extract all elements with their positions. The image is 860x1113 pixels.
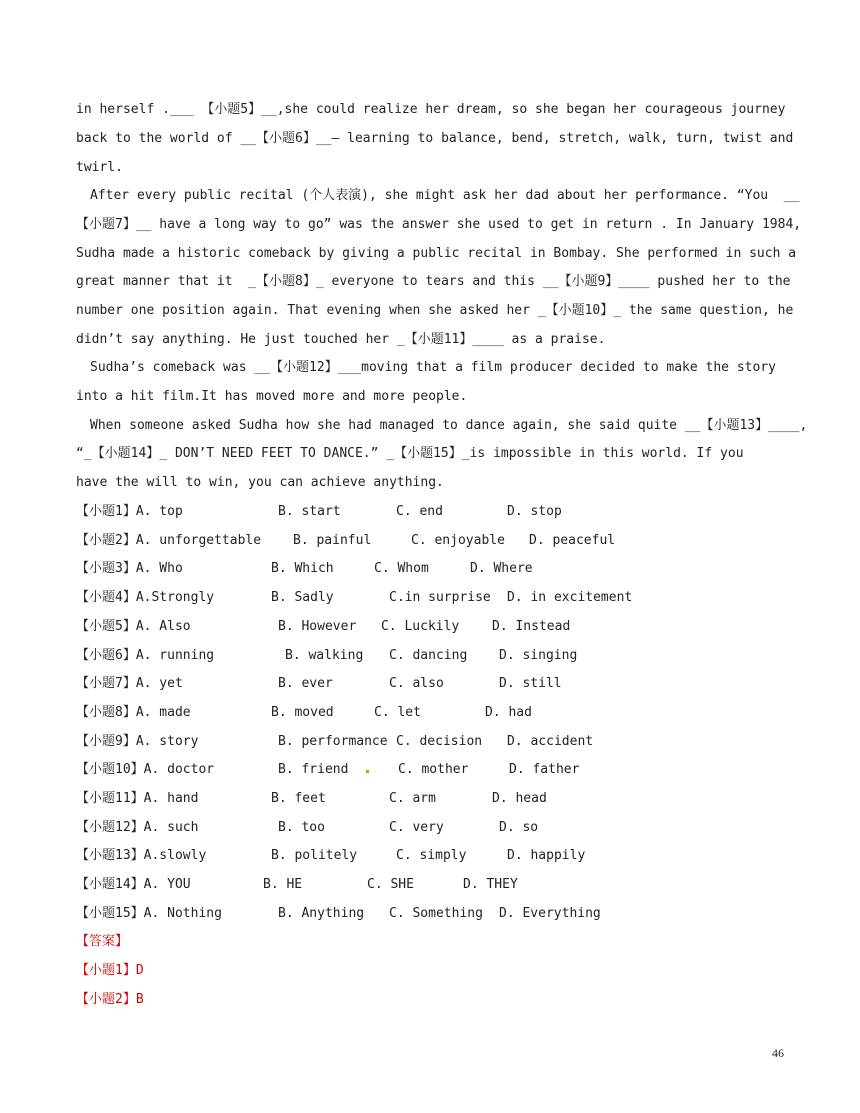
option-b: B. Anything bbox=[278, 906, 365, 921]
option-a: 【小题5】A. Also bbox=[76, 619, 191, 634]
option-a: 【小题3】A. Who bbox=[76, 561, 183, 576]
option-b: B. politely bbox=[271, 848, 358, 863]
option-a: 【小题13】A.slowly bbox=[76, 848, 207, 863]
page-number: 46 bbox=[772, 1046, 784, 1060]
stray-mark bbox=[366, 770, 369, 773]
answer-line: 【小题2】B bbox=[76, 992, 144, 1007]
option-c: C.in surprise bbox=[389, 590, 491, 605]
option-d: D. peaceful bbox=[529, 533, 616, 548]
passage-line: Sudha’s comeback was __【小题12】___moving that a film producer decided to make the story bbox=[90, 360, 776, 375]
option-c: C. simply bbox=[396, 848, 467, 863]
option-d: D. father bbox=[509, 762, 580, 777]
passage-line: When someone asked Sudha how she had managed to dance again, she said quite __【小题13】____, bbox=[90, 418, 808, 433]
option-c: C. SHE bbox=[367, 877, 414, 892]
option-d: D. still bbox=[499, 676, 562, 691]
option-c: C. enjoyable bbox=[411, 533, 505, 548]
option-d: D. so bbox=[499, 820, 539, 835]
option-b: B. performance bbox=[278, 734, 388, 749]
option-c: C. Something bbox=[389, 906, 483, 921]
option-a: 【小题6】A. running bbox=[76, 648, 215, 663]
passage-line: back to the world of __【小题6】__— learning to balance, bend, stretch, walk, turn, twist and bbox=[76, 131, 794, 146]
option-d: D. Instead bbox=[492, 619, 571, 634]
option-a: 【小题11】A. hand bbox=[76, 791, 199, 806]
passage-line: number one position again. That evening when she asked her _【小题10】_ the same question, he bbox=[76, 303, 794, 318]
option-d: D. Everything bbox=[499, 906, 601, 921]
option-d: D. happily bbox=[507, 848, 586, 863]
option-b: B. walking bbox=[285, 648, 364, 663]
option-d: D. Where bbox=[470, 561, 533, 576]
passage-line: in herself .___ 【小题5】__,she could realize her dream, so she began her courageous journey bbox=[76, 102, 786, 117]
option-a: 【小题1】A. top bbox=[76, 504, 183, 519]
option-a: 【小题14】A. YOU bbox=[76, 877, 191, 892]
option-c: C. end bbox=[396, 504, 443, 519]
passage-line: After every public recital (个人表演), she might ask her dad about her performance. “You __ bbox=[90, 188, 800, 203]
option-c: C. arm bbox=[389, 791, 436, 806]
option-b: B. friend bbox=[278, 762, 349, 777]
option-a: 【小题8】A. made bbox=[76, 705, 191, 720]
option-b: B. ever bbox=[278, 676, 333, 691]
option-b: B. Which bbox=[271, 561, 334, 576]
option-c: C. let bbox=[374, 705, 421, 720]
option-c: C. Luckily bbox=[381, 619, 460, 634]
passage-line: great manner that it _【小题8】_ everyone to tears and this __【小题9】____ pushed her to the bbox=[76, 274, 791, 289]
option-d: D. singing bbox=[499, 648, 578, 663]
option-d: D. head bbox=[492, 791, 547, 806]
option-b: B. start bbox=[278, 504, 341, 519]
option-c: C. decision bbox=[396, 734, 483, 749]
option-d: D. in excitement bbox=[507, 590, 633, 605]
option-b: B. painful bbox=[293, 533, 372, 548]
answer-line: 【小题1】D bbox=[76, 963, 144, 978]
option-c: C. Whom bbox=[374, 561, 429, 576]
option-a: 【小题10】A. doctor bbox=[76, 762, 215, 777]
option-b: B. However bbox=[278, 619, 357, 634]
option-b: B. feet bbox=[271, 791, 326, 806]
option-b: B. moved bbox=[271, 705, 334, 720]
option-a: 【小题4】A.Strongly bbox=[76, 590, 215, 605]
option-c: C. dancing bbox=[389, 648, 468, 663]
option-b: B. HE bbox=[263, 877, 303, 892]
passage-line: twirl. bbox=[76, 160, 123, 175]
option-a: 【小题12】A. such bbox=[76, 820, 199, 835]
option-a: 【小题7】A. yet bbox=[76, 676, 183, 691]
passage-line: 【小题7】__ have a long way to go” was the answer she used to get in return . In January 1984, bbox=[76, 217, 802, 232]
passage-line: Sudha made a historic comeback by giving a public recital in Bombay. She performed in such a bbox=[76, 246, 797, 261]
option-c: C. mother bbox=[398, 762, 469, 777]
option-d: D. stop bbox=[507, 504, 562, 519]
option-d: D. had bbox=[485, 705, 532, 720]
passage-line: didn’t say anything. He just touched her _【小题11】____ as a praise. bbox=[76, 332, 606, 347]
option-d: D. THEY bbox=[463, 877, 518, 892]
option-a: 【小题15】A. Nothing bbox=[76, 906, 222, 921]
option-a: 【小题9】A. story bbox=[76, 734, 199, 749]
option-b: B. Sadly bbox=[271, 590, 334, 605]
option-c: C. very bbox=[389, 820, 444, 835]
passage-line: have the will to win, you can achieve anything. bbox=[76, 475, 444, 490]
option-d: D. accident bbox=[507, 734, 594, 749]
passage-line: “_【小题14】_ DON’T NEED FEET TO DANCE.” _【小题15】_is impossible in this world. If you bbox=[76, 446, 744, 461]
answer-header: 【答案】 bbox=[76, 934, 129, 949]
option-b: B. too bbox=[278, 820, 325, 835]
option-a: 【小题2】A. unforgettable bbox=[76, 533, 262, 548]
passage-line: into a hit film.It has moved more and more people. bbox=[76, 389, 468, 404]
option-c: C. also bbox=[389, 676, 444, 691]
